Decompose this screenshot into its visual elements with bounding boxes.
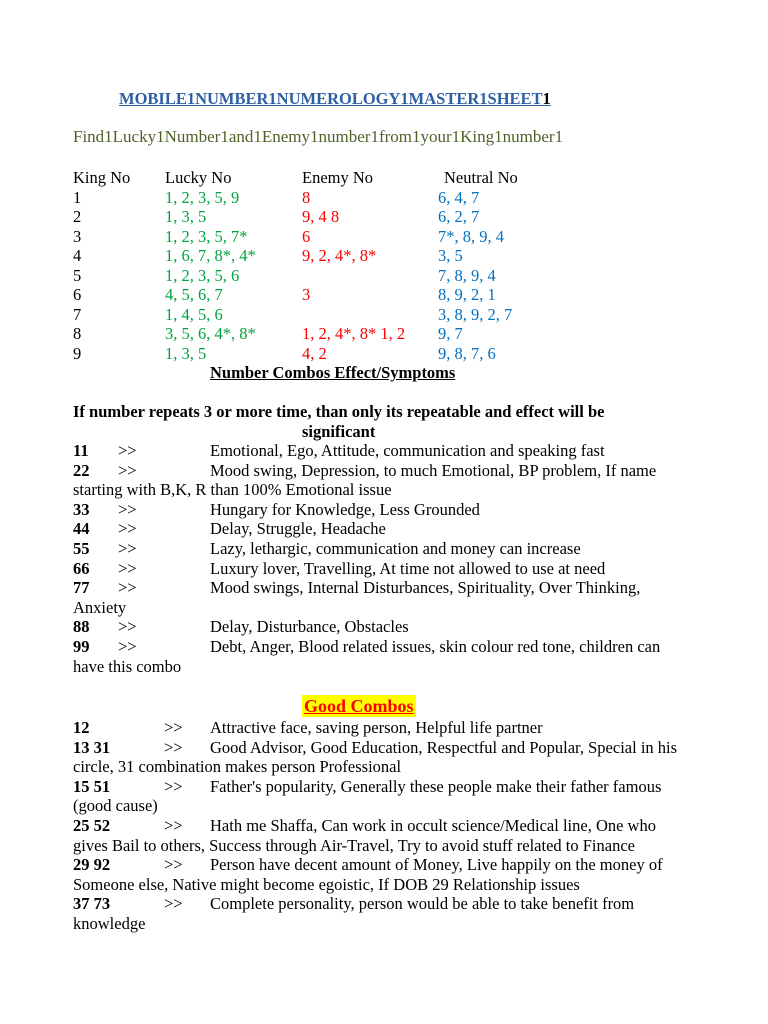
list-item xyxy=(73,539,693,559)
combo-arrow: >> xyxy=(164,718,183,737)
lucky-no-cell: 1, 2, 3, 5, 7* xyxy=(165,226,248,246)
combo-description: Father's popularity, Generally these people make their father famous (good cause) xyxy=(73,776,662,816)
neutral-no-cell: 8, 9, 2, 1 xyxy=(438,285,496,304)
combo-number: 55 xyxy=(73,538,90,558)
combo-description: Mood swings, Internal Disturbances, Spirituality, Over Thinking, Anxiety xyxy=(73,578,641,617)
combo-number: 22 xyxy=(73,460,90,480)
combo-description: Attractive face, saving person, Helpful life partner xyxy=(210,718,543,737)
combo-number: 88 xyxy=(73,617,90,637)
king-no-cell: 7 xyxy=(73,304,82,324)
combo-arrow: >> xyxy=(164,815,183,835)
lucky-no-cell: 1, 6, 7, 8*, 4* xyxy=(165,246,256,265)
combo-description: Luxury lover, Travelling, At time not allowed to use at need xyxy=(210,558,606,578)
combo-description: Complete personality, person would be able to take benefit from knowledge xyxy=(73,894,635,933)
lucky-no-cell: 1, 2, 3, 5, 6 xyxy=(165,265,240,285)
header-neutral-no: Neutral No xyxy=(444,168,518,187)
combo-arrow: >> xyxy=(164,855,183,875)
king-no-cell: 5 xyxy=(73,265,82,285)
list-item xyxy=(73,855,693,894)
king-no-cell: 8 xyxy=(73,324,82,343)
combo-arrow: >> xyxy=(164,737,183,757)
king-no-cell: 6 xyxy=(73,285,82,304)
header-king-no: King No xyxy=(73,168,131,187)
combo-number: 44 xyxy=(73,519,90,539)
enemy-no-cell: 9, 4 8 xyxy=(302,207,340,226)
repeat-note xyxy=(73,402,673,441)
combo-number: 13 31 xyxy=(73,737,111,757)
king-no-cell: 1 xyxy=(73,187,82,207)
neutral-no-cell: 3, 8, 9, 2, 7 xyxy=(438,304,513,324)
combo-number: 15 51 xyxy=(73,776,111,796)
neutral-no-cell: 3, 5 xyxy=(438,246,463,265)
lucky-no-cell: 1, 3, 5 xyxy=(165,343,207,363)
combo-description: Delay, Struggle, Headache xyxy=(210,519,386,539)
combo-number: 25 52 xyxy=(73,815,111,835)
combo-description: Good Advisor, Good Education, Respectful and Popular, Special in his circle, 31 combination makes person Professional xyxy=(73,737,678,777)
combo-arrow: >> xyxy=(118,441,137,460)
list-item xyxy=(73,738,693,777)
lucky-no-cell: 4, 5, 6, 7 xyxy=(165,285,223,304)
list-item xyxy=(73,816,693,855)
combo-arrow: >> xyxy=(118,460,137,480)
king-no-cell: 4 xyxy=(73,246,82,265)
neutral-no-cell: 6, 2, 7 xyxy=(438,207,480,226)
list-item xyxy=(73,461,693,500)
header-enemy-no: Enemy No xyxy=(302,168,374,187)
enemy-no-cell: 1, 2, 4*, 8* 1, 2 xyxy=(302,324,406,343)
enemy-no-cell: 6 xyxy=(302,226,311,246)
combo-number: 29 92 xyxy=(73,855,111,875)
combo-description: Mood swing, Depression, to much Emotional, BP problem, If name starting with B,K, R than 100% Emotional issue xyxy=(73,460,657,500)
list-item xyxy=(73,559,693,579)
lucky-no-cell: 1, 4, 5, 6 xyxy=(165,304,223,324)
enemy-no-cell: 4, 2 xyxy=(302,343,327,363)
list-item xyxy=(73,500,693,520)
enemy-no-cell: 8 xyxy=(302,187,311,207)
combo-description: Emotional, Ego, Attitude, communication and speaking fast xyxy=(210,441,605,460)
neutral-no-cell: 6, 4, 7 xyxy=(438,187,480,207)
list-item xyxy=(73,617,693,637)
page-title xyxy=(119,89,551,109)
combo-arrow: >> xyxy=(118,499,137,519)
neutral-no-cell: 9, 7 xyxy=(438,324,463,343)
combo-number: 12 xyxy=(73,718,90,737)
combo-arrow: >> xyxy=(118,578,137,598)
list-item xyxy=(73,519,693,539)
combo-number: 66 xyxy=(73,558,90,578)
king-no-cell: 9 xyxy=(73,343,82,363)
good-combos-list xyxy=(73,718,693,934)
page-subtitle: Find1Lucky1Number1and1Enemy1number1from1your1King1number1 xyxy=(73,127,564,146)
enemy-no-cell: 9, 2, 4*, 8* xyxy=(302,246,377,265)
king-no-cell: 2 xyxy=(73,207,82,226)
lucky-no-cell: 1, 3, 5 xyxy=(165,207,207,226)
lucky-no-cell: 3, 5, 6, 4*, 8* xyxy=(165,324,256,343)
combo-number: 77 xyxy=(73,578,90,598)
combo-arrow: >> xyxy=(118,636,137,656)
combo-description: Debt, Anger, Blood related issues, skin colour red tone, children can have this combo xyxy=(73,636,661,676)
list-item xyxy=(73,777,693,816)
neutral-no-cell: 7, 8, 9, 4 xyxy=(438,265,496,285)
combos-effect-heading: Number Combos Effect/Symptoms xyxy=(210,363,456,382)
combo-description: Hungary for Knowledge, Less Grounded xyxy=(210,499,480,519)
list-item xyxy=(73,637,693,676)
combo-arrow: >> xyxy=(164,776,183,796)
combo-number: 33 xyxy=(73,499,90,519)
combo-arrow: >> xyxy=(118,519,137,539)
lucky-no-cell: 1, 2, 3, 5, 9 xyxy=(165,187,240,207)
combo-description: Hath me Shaffa, Can work in occult science/Medical line, One who gives Bail to others, Success through Air-Travel, Try to avoid stuff related to Finance xyxy=(73,815,656,855)
neutral-no-cell: 9, 8, 7, 6 xyxy=(438,343,496,363)
combo-number: 37 73 xyxy=(73,894,111,914)
combo-arrow: >> xyxy=(164,894,183,914)
list-item xyxy=(73,718,693,738)
combo-description: Delay, Disturbance, Obstacles xyxy=(210,617,409,637)
combo-description: Person have decent amount of Money, Live happily on the money of Someone else, Native might become egoistic, If DOB 29 Relationship issues xyxy=(73,855,663,894)
combo-number: 11 xyxy=(73,441,89,460)
combo-description: Lazy, lethargic, communication and money can increase xyxy=(210,538,581,558)
header-lucky-no: Lucky No xyxy=(165,168,232,187)
page-title-tail: 1 xyxy=(542,89,551,108)
combo-arrow: >> xyxy=(118,558,137,578)
repeat-combos-list xyxy=(73,441,693,676)
list-item xyxy=(73,578,693,617)
repeat-note-line1: If number repeats 3 or more time, than only its repeatable and effect will be xyxy=(73,402,605,421)
enemy-no-cell: 3 xyxy=(302,285,311,304)
repeat-note-line2: significant xyxy=(302,421,376,441)
king-no-cell: 3 xyxy=(73,226,82,246)
neutral-no-cell: 7*, 8, 9, 4 xyxy=(438,226,504,246)
page-title-main: MOBILE1NUMBER1NUMEROLOGY1MASTER1SHEET xyxy=(119,89,543,108)
list-item xyxy=(73,894,693,933)
combo-number: 99 xyxy=(73,636,90,656)
list-item xyxy=(73,441,693,461)
combo-arrow: >> xyxy=(118,538,137,558)
good-combos-heading: Good Combos xyxy=(304,696,414,716)
combo-arrow: >> xyxy=(118,617,137,637)
